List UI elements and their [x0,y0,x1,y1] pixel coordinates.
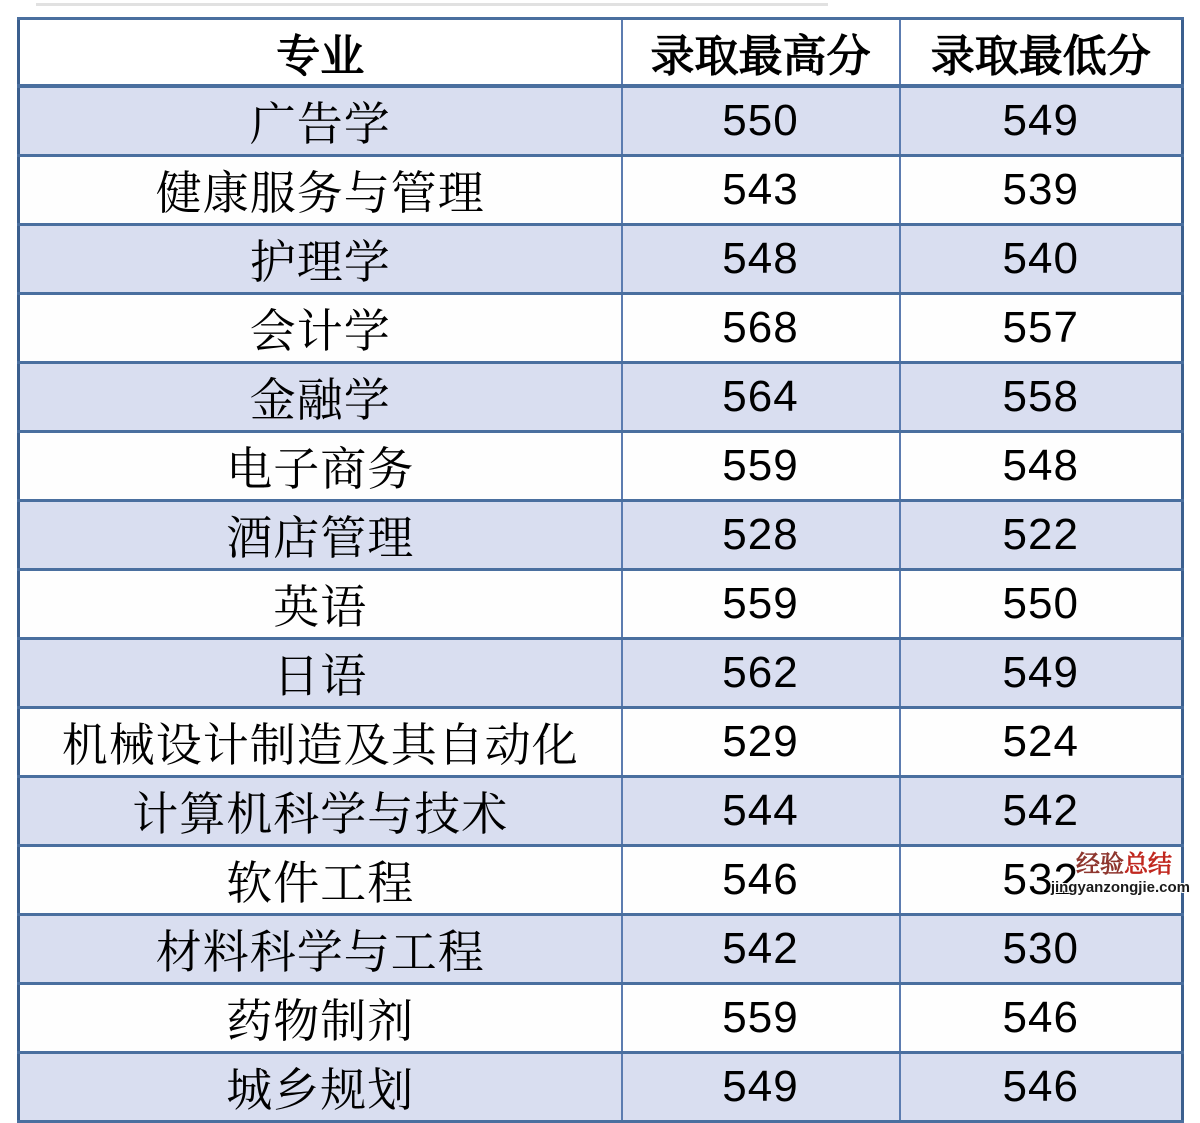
cell-max-score: 562 [622,639,900,708]
cell-max-score: 544 [622,777,900,846]
cell-max-score: 559 [622,570,900,639]
cell-major: 机械设计制造及其自动化 [19,708,622,777]
watermark-url: jingyanzongjie.com [1050,879,1190,896]
watermark-title [1051,853,1172,877]
cell-major: 健康服务与管理 [19,156,622,225]
cell-major: 会计学 [19,294,622,363]
table-row [19,294,1183,363]
header-min-score: 录取最低分 [900,19,1183,87]
cell-major: 电子商务 [19,432,622,501]
header-row [19,19,1183,87]
table-row [19,501,1183,570]
cell-min-score: 546 [900,1053,1183,1122]
cell-major: 日语 [19,639,622,708]
cell-major: 金融学 [19,363,622,432]
cell-major: 药物制剂 [19,984,622,1053]
table-row [19,156,1183,225]
cell-max-score: 549 [622,1053,900,1122]
watermark-title-part2: 总结 [1124,851,1172,878]
table-row [19,777,1183,846]
table-row [19,915,1183,984]
table-row [19,1053,1183,1122]
cell-major: 护理学 [19,225,622,294]
table-row [19,86,1183,156]
watermark-title-part1: 经验 [1076,851,1124,878]
table-row [19,984,1183,1053]
table-row [19,432,1183,501]
cell-max-score: 564 [622,363,900,432]
cell-min-score: 549 [900,86,1183,156]
cropped-row-artifact [36,3,828,6]
cell-min-score: 530 [900,915,1183,984]
cell-min-score: 557 [900,294,1183,363]
cell-max-score: 546 [622,846,900,915]
table-row [19,846,1183,915]
cell-major: 酒店管理 [19,501,622,570]
cell-max-score: 528 [622,501,900,570]
cell-major: 软件工程 [19,846,622,915]
cell-max-score: 559 [622,432,900,501]
cell-min-score: 532 [900,846,1183,915]
cell-min-score: 542 [900,777,1183,846]
cell-min-score: 546 [900,984,1183,1053]
cell-max-score: 550 [622,86,900,156]
table-row [19,639,1183,708]
cell-max-score: 559 [622,984,900,1053]
cell-max-score: 543 [622,156,900,225]
cell-major: 英语 [19,570,622,639]
cell-max-score: 568 [622,294,900,363]
cell-max-score: 542 [622,915,900,984]
cell-major: 计算机科学与技术 [19,777,622,846]
cell-major: 城乡规划 [19,1053,622,1122]
cell-min-score: 524 [900,708,1183,777]
cell-min-score: 549 [900,639,1183,708]
cell-min-score: 548 [900,432,1183,501]
cell-max-score: 548 [622,225,900,294]
table-row [19,708,1183,777]
header-max-score: 录取最高分 [622,19,900,87]
cell-max-score: 529 [622,708,900,777]
header-major: 专业 [19,19,622,87]
cell-min-score: 550 [900,570,1183,639]
cell-min-score: 558 [900,363,1183,432]
cell-major: 材料科学与工程 [19,915,622,984]
table-body [19,86,1183,1122]
table-row [19,225,1183,294]
cell-major: 广告学 [19,86,622,156]
table-row [19,363,1183,432]
cell-min-score: 540 [900,225,1183,294]
cell-min-score: 539 [900,156,1183,225]
cell-min-score: 522 [900,501,1183,570]
table-row [19,570,1183,639]
admission-score-table [17,17,1184,1123]
watermark [1051,853,1190,895]
